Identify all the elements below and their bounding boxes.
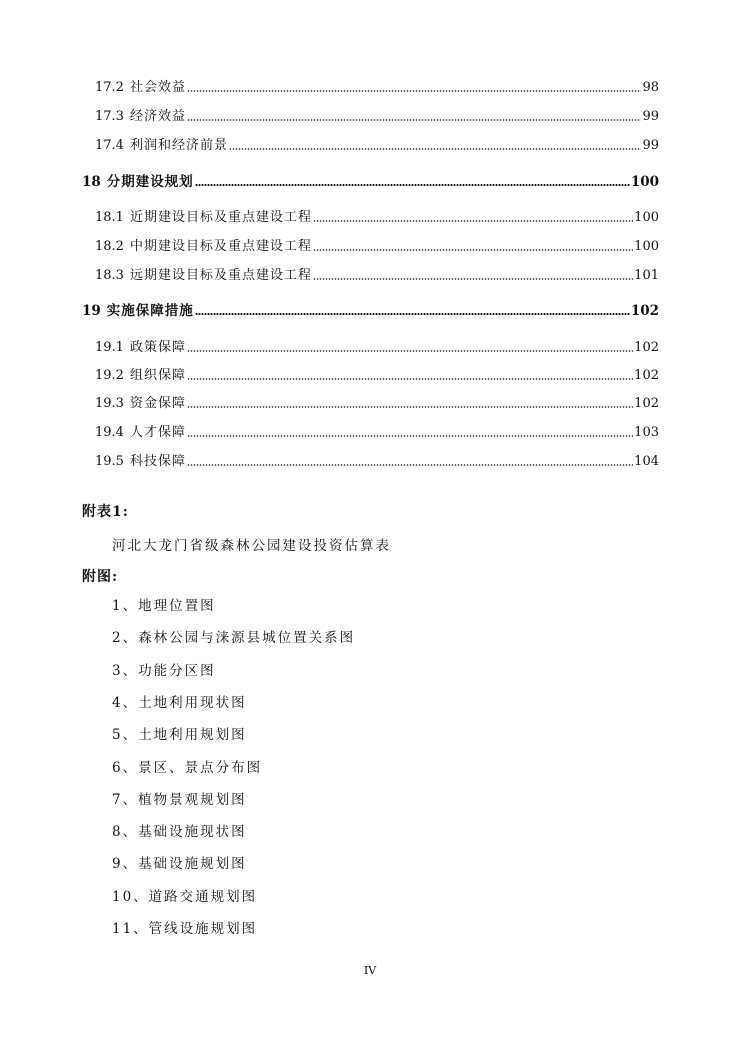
toc-page-number: 102 <box>634 340 659 355</box>
toc-entry-18-3[interactable] <box>95 268 659 284</box>
toc-leader-dots <box>229 147 641 151</box>
toc-title: 政策保障 <box>129 340 186 355</box>
toc-number: 18.2 <box>95 239 124 254</box>
toc-title: 远期建设目标及重点建设工程 <box>129 268 312 283</box>
toc-number: 18.1 <box>95 210 124 225</box>
toc-number: 19.4 <box>95 425 124 440</box>
toc-title: 中期建设目标及重点建设工程 <box>129 239 312 254</box>
toc-page-number: 99 <box>642 138 659 153</box>
toc-number: 19.3 <box>95 396 124 411</box>
figure-list-item: 3、功能分区图 <box>112 663 216 679</box>
toc-title: 社会效益 <box>129 80 186 95</box>
toc-number: 19.5 <box>95 454 124 469</box>
toc-leader-dots <box>187 377 633 381</box>
toc-entry-19-2[interactable] <box>95 368 659 384</box>
toc-leader-dots <box>187 349 633 353</box>
toc-page-number: 98 <box>642 80 659 95</box>
figure-list-item: 8、基础设施现状图 <box>112 824 247 840</box>
toc-number: 19 <box>82 303 101 319</box>
appendix-figures-heading: 附图: <box>82 569 119 585</box>
toc-chapter-19[interactable] <box>82 303 659 319</box>
toc-page-number: 104 <box>634 454 659 469</box>
toc-leader-dots <box>187 463 633 467</box>
toc-title: 科技保障 <box>129 454 186 469</box>
toc-entry-18-2[interactable] <box>95 239 659 255</box>
toc-entry-19-5[interactable] <box>95 454 659 470</box>
figure-list-item: 5、土地利用规划图 <box>112 727 247 743</box>
toc-title: 组织保障 <box>129 368 186 383</box>
figure-list-item: 2、森林公园与涞源县城位置关系图 <box>112 630 356 646</box>
toc-number: 17.2 <box>95 80 124 95</box>
figure-list-item: 11、管线设施规划图 <box>112 921 258 937</box>
page-number: IV <box>363 964 377 977</box>
toc-leader-dots <box>313 277 633 281</box>
toc-entry-17-2[interactable] <box>95 80 659 96</box>
toc-page-number: 100 <box>634 239 659 254</box>
toc-page-number: 99 <box>642 109 659 124</box>
toc-title: 近期建设目标及重点建设工程 <box>129 210 312 225</box>
toc-page-number: 102 <box>634 396 659 411</box>
toc-leader-dots <box>195 312 630 316</box>
toc-page-number: 102 <box>630 303 659 319</box>
figure-list-item: 1、地理位置图 <box>112 598 216 614</box>
appendix-table-item: 河北大龙门省级森林公园建设投资估算表 <box>112 538 391 554</box>
toc-title: 利润和经济前景 <box>129 138 228 153</box>
toc-leader-dots <box>313 219 633 223</box>
toc-entry-19-4[interactable] <box>95 425 659 441</box>
toc-leader-dots <box>187 405 633 409</box>
toc-entry-17-4[interactable] <box>95 138 659 154</box>
figure-list-item: 6、景区、景点分布图 <box>112 760 263 776</box>
toc-number: 18.3 <box>95 268 124 283</box>
figure-list-item: 9、基础设施规划图 <box>112 856 247 872</box>
toc-page-number: 103 <box>634 425 659 440</box>
toc-entry-19-1[interactable] <box>95 340 659 356</box>
toc-title: 实施保障措施 <box>106 303 194 319</box>
appendix-table-heading: 附表1: <box>82 504 129 520</box>
toc-entry-18-1[interactable] <box>95 210 659 226</box>
figure-list-item: 7、植物景观规划图 <box>112 792 247 808</box>
toc-leader-dots <box>187 118 641 122</box>
toc-page-number: 102 <box>634 368 659 383</box>
toc-chapter-18[interactable] <box>82 174 659 190</box>
toc-page-number: 100 <box>634 210 659 225</box>
toc-leader-dots <box>187 434 633 438</box>
toc-leader-dots <box>187 89 641 93</box>
toc-entry-17-3[interactable] <box>95 109 659 125</box>
figure-list-item: 4、土地利用现状图 <box>112 695 247 711</box>
toc-title: 资金保障 <box>129 396 186 411</box>
toc-number: 17.4 <box>95 138 124 153</box>
toc-leader-dots <box>195 183 630 187</box>
toc-number: 18 <box>82 174 101 190</box>
toc-number: 19.1 <box>95 340 124 355</box>
toc-page-number: 100 <box>630 174 659 190</box>
toc-number: 17.3 <box>95 109 124 124</box>
toc-page-number: 101 <box>634 268 659 283</box>
toc-entry-19-3[interactable] <box>95 396 659 412</box>
toc-title: 分期建设规划 <box>106 174 194 190</box>
figure-list-item: 10、道路交通规划图 <box>112 889 258 905</box>
toc-leader-dots <box>313 248 633 252</box>
toc-number: 19.2 <box>95 368 124 383</box>
toc-title: 人才保障 <box>129 425 186 440</box>
toc-title: 经济效益 <box>129 109 186 124</box>
